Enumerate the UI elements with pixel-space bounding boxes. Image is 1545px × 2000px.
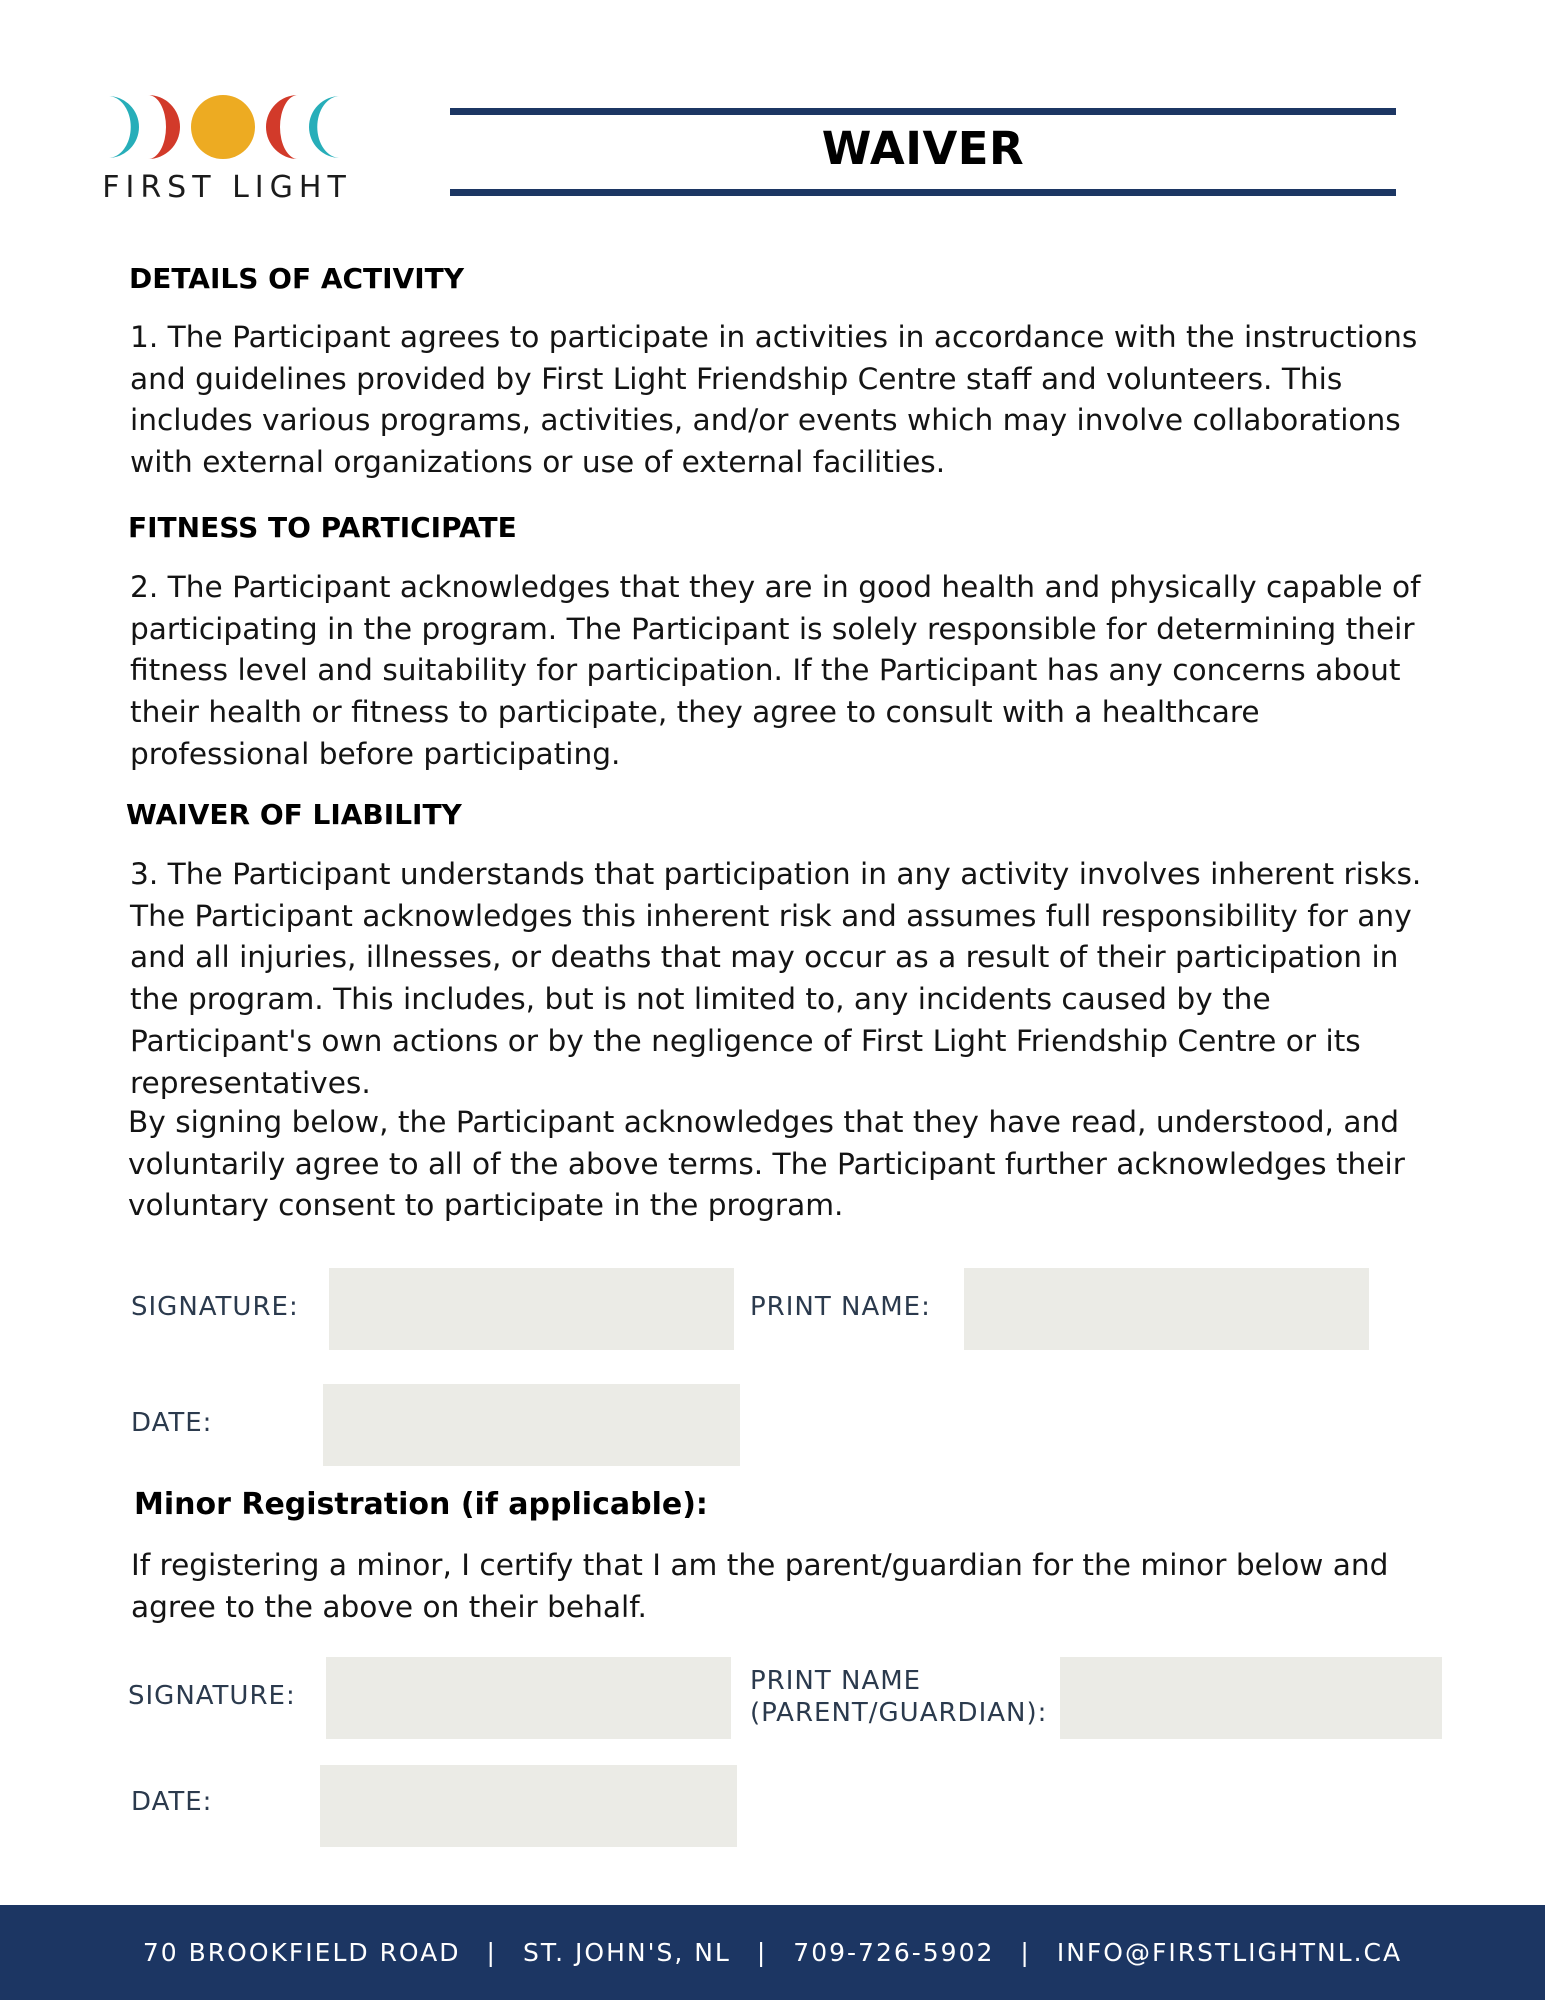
footer-address: 70 BROOKFIELD ROAD — [142, 1938, 461, 1967]
footer-city: ST. JOHN'S, NL — [522, 1938, 731, 1967]
minor-print-name-label — [750, 1665, 1050, 1729]
section-heading-fitness-to-participate: FITNESS TO PARTICIPATE — [128, 511, 517, 544]
minor-print-name-label-line2: (PARENT/GUARDIAN): — [750, 1698, 1048, 1728]
page-title: WAIVER — [821, 122, 1025, 175]
section-heading-details-of-activity: DETAILS OF ACTIVITY — [129, 262, 465, 295]
logo-teal-crescent-left — [108, 96, 139, 158]
print-name-field[interactable] — [964, 1268, 1369, 1350]
footer-separator: | — [486, 1938, 497, 1967]
title-rule-top — [450, 108, 1396, 115]
date-label: DATE: — [131, 1408, 213, 1438]
section-body-waiver-of-liability: 3. The Participant understands that participation in any activity involves inherent risks. The Participant acknowledges this inherent risk and assumes full responsibility for any and all injuries, illnesses, or deaths that may occur as a result of their participation in the program. This includes, but is not limited to, any incidents caused by the Participant's own actions or by the negligence of First Light Friendship Centre or its representatives. — [130, 857, 1422, 1100]
signature-label: SIGNATURE: — [131, 1292, 299, 1322]
minor-signature-label: SIGNATURE: — [128, 1681, 296, 1711]
logo-gold-circle — [191, 95, 255, 159]
title-rule-bottom — [450, 189, 1396, 196]
date-field[interactable] — [323, 1384, 740, 1466]
consent-text: By signing below, the Participant acknowledges that they have read, understood, and voluntarily agree to all of the above terms. The Participant further acknowledges their voluntary consent to participate in the program. — [128, 1105, 1405, 1223]
first-light-logo — [100, 92, 360, 204]
print-name-label: PRINT NAME: — [750, 1292, 931, 1322]
section-heading-waiver-of-liability: WAIVER OF LIABILITY — [126, 798, 462, 831]
logo-teal-crescent-right — [309, 96, 340, 158]
minor-date-label: DATE: — [131, 1787, 213, 1817]
logo-red-crescent-right — [266, 95, 298, 159]
signature-field[interactable] — [329, 1268, 734, 1350]
minor-print-name-field[interactable] — [1060, 1657, 1442, 1739]
minor-print-name-label-line1: PRINT NAME — [750, 1666, 922, 1696]
logo-red-crescent-left — [148, 95, 180, 159]
footer-email[interactable]: INFO@FIRSTLIGHTNL.CA — [1056, 1938, 1403, 1967]
section-body-details-of-activity: 1. The Participant agrees to participate in activities in accordance with the instructions and guidelines provided by First Light Friendship Centre staff and volunteers. This includes various programs, activities, and/or events which may involve collaborations with external organizations or use of external facilities. — [130, 320, 1418, 480]
footer-separator: | — [1020, 1938, 1031, 1967]
logo-wordmark: FIRST LIGHT — [102, 170, 352, 205]
footer-bar — [0, 1905, 1545, 2000]
footer-separator: | — [756, 1938, 768, 1967]
minor-registration-heading: Minor Registration (if applicable): — [134, 1487, 708, 1522]
footer-phone[interactable]: 709-726-5902 — [793, 1938, 995, 1967]
minor-signature-field[interactable] — [326, 1657, 731, 1739]
minor-date-field[interactable] — [320, 1765, 737, 1847]
footer-contact — [0, 1905, 1545, 2000]
section-body-fitness-to-participate: 2. The Participant acknowledges that they are in good health and physically capable of participating in the program. The Participant is solely responsible for determining their fitness level and suitability for participation. If the Participant has any concerns about their health or fitness to participate, they agree to consult with a healthcare professional before participating. — [130, 570, 1421, 771]
minor-registration-text: If registering a minor, I certify that I am the parent/guardian for the minor below and agree to the above on their behalf. — [131, 1548, 1389, 1624]
phases-of-light-logo-icon — [100, 92, 350, 162]
